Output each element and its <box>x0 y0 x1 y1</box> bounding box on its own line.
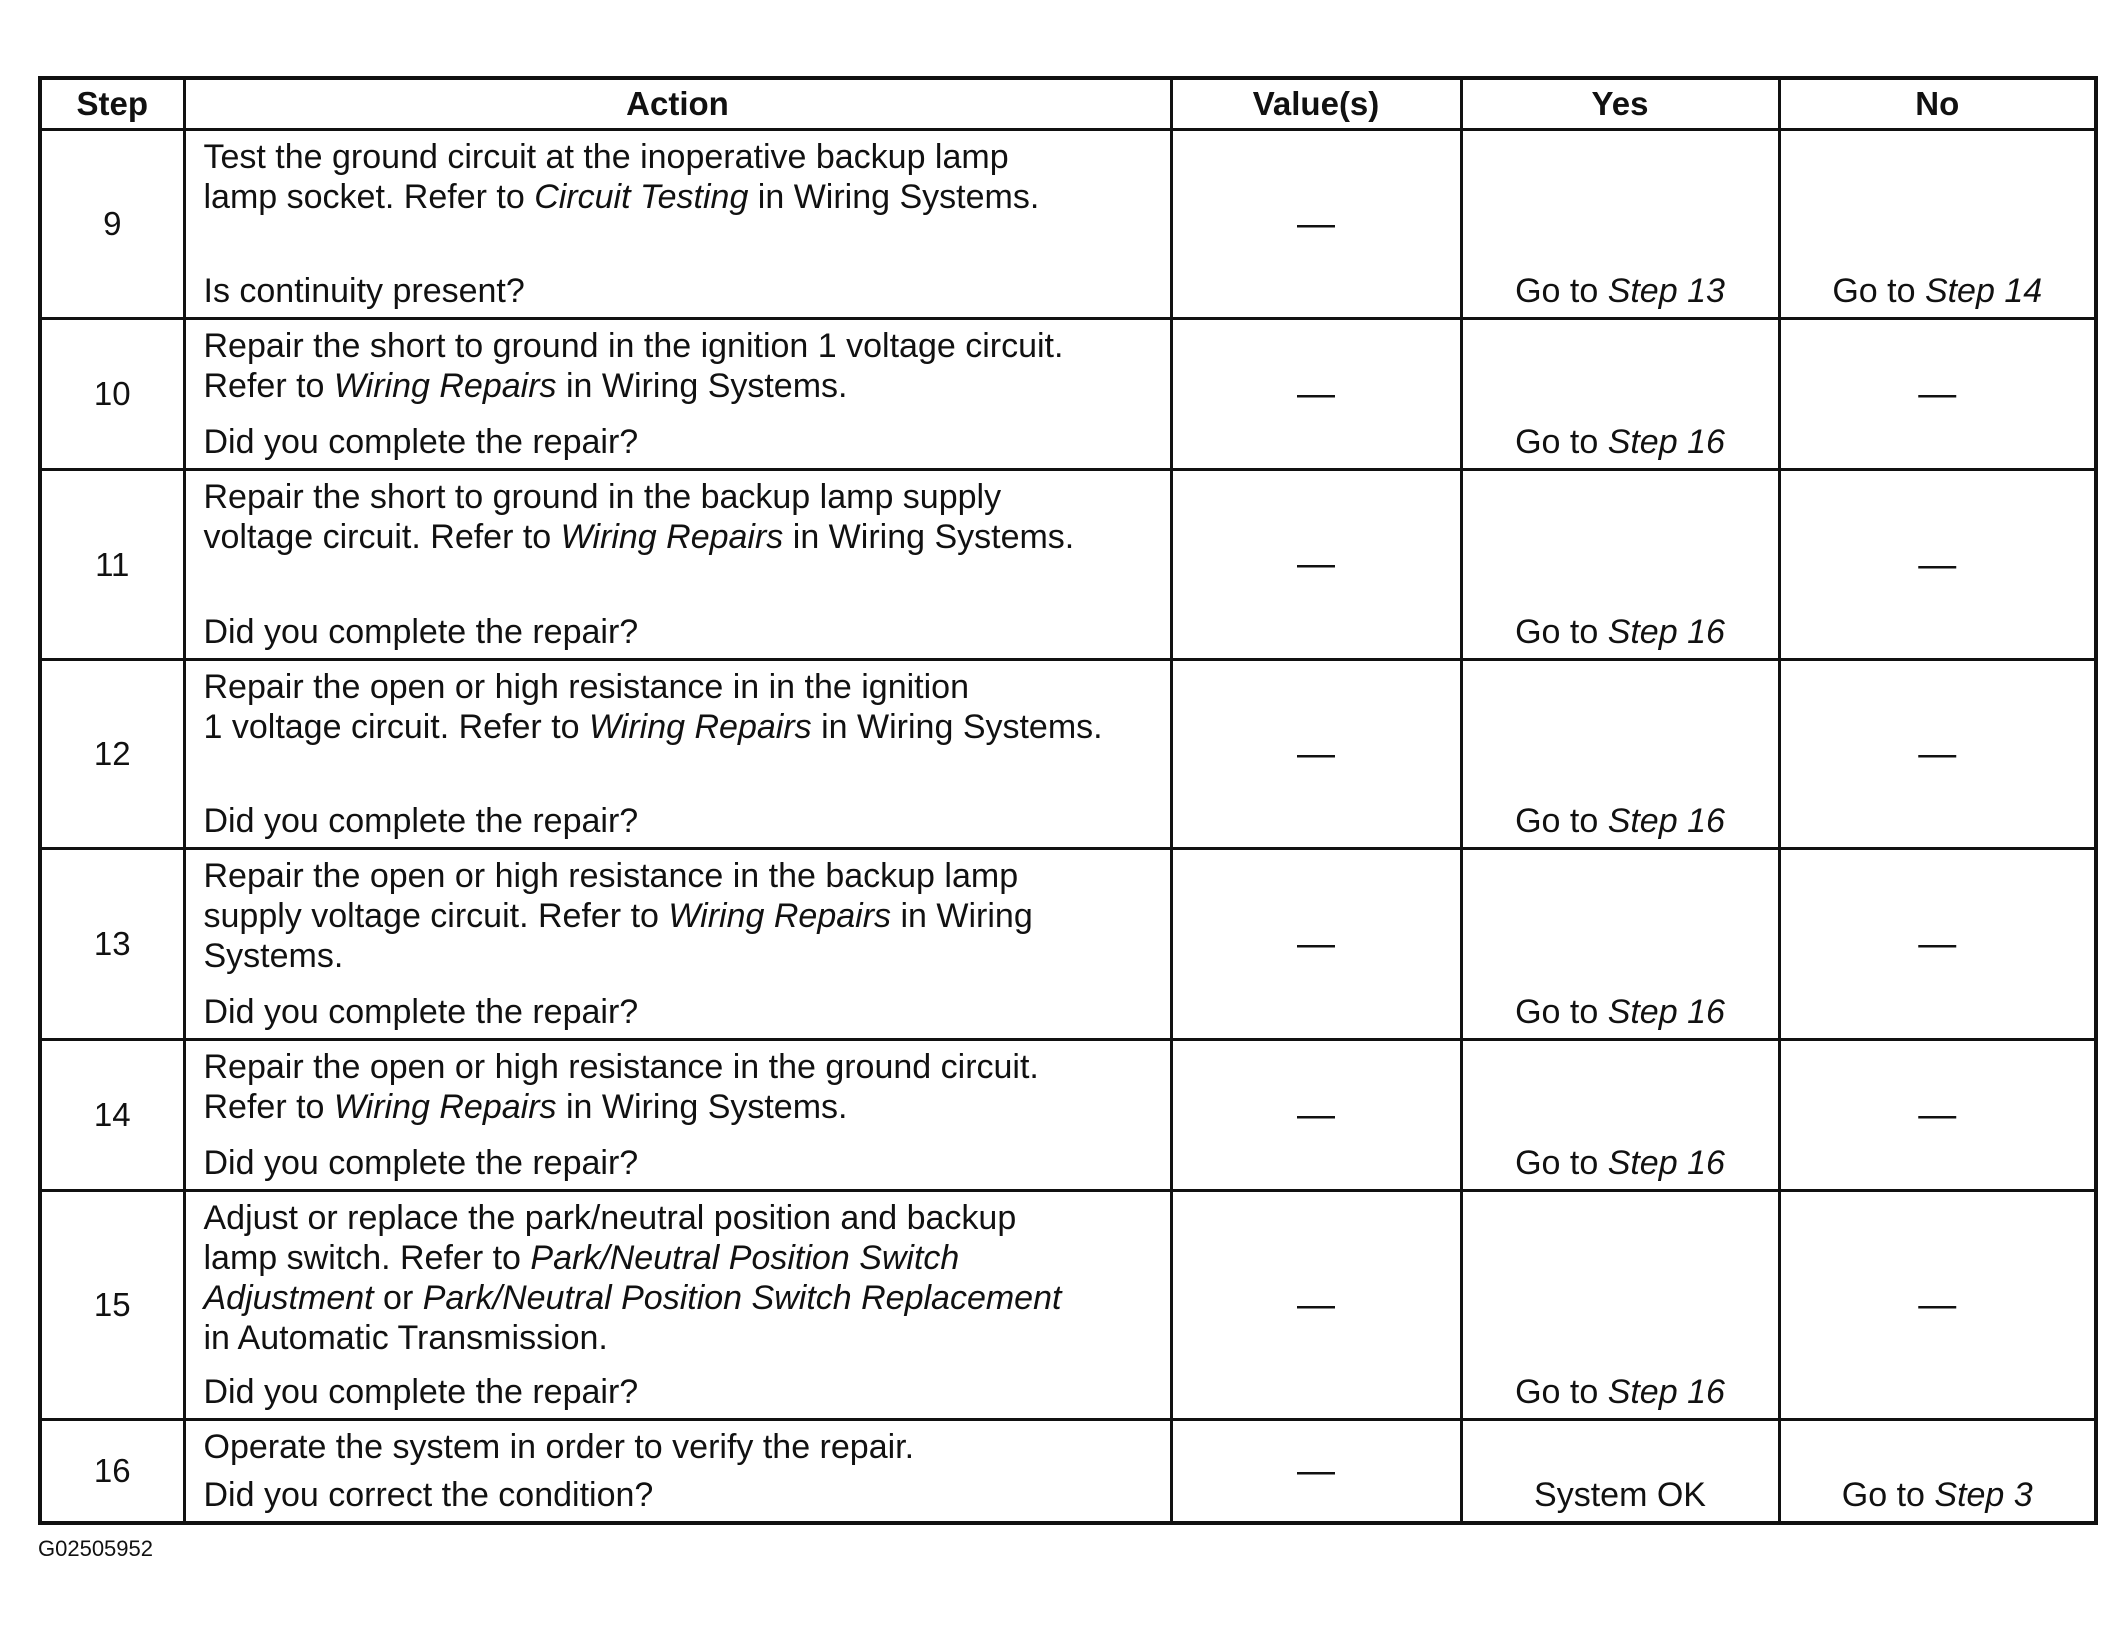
action-text-part: lamp socket. Refer to <box>203 178 535 216</box>
action-text-part: Repair the open or high resistance in the ground circuit. <box>203 1048 1039 1086</box>
action-text <box>204 326 1156 406</box>
action-text-part: or <box>373 1279 423 1317</box>
step-reference: Step 16 <box>1607 1373 1725 1411</box>
yes-content <box>1463 471 1778 658</box>
action-question: Did you complete the repair? <box>203 423 639 461</box>
header-values: Value(s) <box>1171 78 1461 130</box>
action-text-part: Repair the short to ground in the backup lamp supply <box>203 478 1002 516</box>
reference-text: Wiring Repairs <box>589 708 812 746</box>
action-cell <box>184 1040 1171 1191</box>
action-text <box>204 1047 1156 1127</box>
action-text-part: 1 voltage circuit. Refer to <box>203 708 590 746</box>
no-cell <box>1779 319 2096 470</box>
action-line <box>204 137 1156 177</box>
yes-cell <box>1461 1191 1779 1420</box>
action-line <box>204 1198 1156 1238</box>
yes-content <box>1463 1041 1778 1189</box>
action-question: Is continuity present? <box>203 272 525 310</box>
action-content <box>186 131 1170 317</box>
action-text <box>204 856 1156 976</box>
yes-cell <box>1461 470 1779 660</box>
yes-cell <box>1461 130 1779 319</box>
yes-result <box>1515 271 1725 311</box>
action-text-part: Refer to <box>203 367 334 405</box>
yes-result <box>1515 992 1725 1032</box>
no-content <box>1781 471 2095 658</box>
step-reference: Step 16 <box>1607 1144 1725 1182</box>
header-no: No <box>1779 78 2096 130</box>
action-text-part: in Wiring Systems. <box>556 1088 848 1126</box>
action-text-part: in Wiring Systems. <box>748 178 1040 216</box>
action-text <box>204 1427 1156 1467</box>
action-text <box>204 1198 1156 1358</box>
action-line <box>204 177 1156 217</box>
yes-content <box>1463 850 1778 1038</box>
yes-cell <box>1461 1040 1779 1191</box>
no-result <box>1832 271 2042 311</box>
yes-result <box>1515 1372 1725 1412</box>
no-cell <box>1779 849 2096 1040</box>
no-cell <box>1779 1040 2096 1191</box>
step-number: 12 <box>40 660 184 849</box>
action-question: Did you complete the repair? <box>203 613 639 651</box>
no-result: — <box>1918 1094 1957 1136</box>
action-content <box>186 661 1170 847</box>
action-line <box>204 1087 1156 1127</box>
action-cell <box>184 319 1171 470</box>
action-content <box>186 850 1170 1038</box>
yes-cell <box>1461 319 1779 470</box>
no-content <box>1781 1041 2095 1189</box>
no-result <box>1842 1475 2033 1515</box>
action-question: Did you complete the repair? <box>203 802 639 840</box>
step-reference: Step 16 <box>1607 613 1725 651</box>
step-number: 9 <box>40 130 184 319</box>
goto-text: Go to <box>1515 802 1608 840</box>
step-number: 15 <box>40 1191 184 1420</box>
goto-text: Go to <box>1515 1144 1608 1182</box>
action-text-part: supply voltage circuit. Refer to <box>203 897 669 935</box>
yes-result <box>1515 1143 1725 1183</box>
table-body <box>40 130 2096 1524</box>
action-text-part: Refer to <box>203 1088 334 1126</box>
value-cell: — <box>1171 1191 1461 1420</box>
table-row <box>40 130 2096 319</box>
action-question: Did you correct the condition? <box>203 1476 654 1514</box>
action-question: Did you complete the repair? <box>203 1373 639 1411</box>
yes-content <box>1463 320 1778 468</box>
no-content <box>1781 661 2095 847</box>
value-cell: — <box>1171 1420 1461 1524</box>
step-reference: Step 3 <box>1934 1476 2033 1514</box>
no-content <box>1781 1192 2095 1418</box>
action-line <box>204 896 1156 936</box>
figure-id: G02505952 <box>38 1536 153 1561</box>
yes-cell <box>1461 660 1779 849</box>
action-content <box>186 471 1170 658</box>
action-text <box>204 137 1156 217</box>
no-result: — <box>1918 733 1957 775</box>
action-question: Did you complete the repair? <box>203 1144 639 1182</box>
step-number: 10 <box>40 319 184 470</box>
action-line <box>204 477 1156 517</box>
no-result: — <box>1918 1284 1957 1326</box>
action-text-part: Systems. <box>203 937 344 975</box>
no-cell <box>1779 1191 2096 1420</box>
table-row <box>40 849 2096 1040</box>
action-text-part: Repair the open or high resistance in in the ignition <box>203 668 969 706</box>
action-content <box>186 1421 1170 1521</box>
action-content <box>186 1041 1170 1189</box>
no-cell <box>1779 660 2096 849</box>
yes-result: System OK <box>1534 1476 1706 1514</box>
no-cell <box>1779 470 2096 660</box>
action-text <box>204 667 1156 747</box>
diagnostic-table <box>38 76 2098 1525</box>
action-text-part: in Wiring Systems. <box>556 367 848 405</box>
no-result: — <box>1918 923 1957 965</box>
yes-cell <box>1461 849 1779 1040</box>
goto-text: Go to <box>1515 993 1608 1031</box>
step-reference: Step 16 <box>1607 423 1725 461</box>
yes-content <box>1463 1192 1778 1418</box>
action-line <box>204 1427 1156 1467</box>
action-text-part: Test the ground circuit at the inoperative backup lamp <box>203 138 1009 176</box>
action-line <box>204 936 1156 976</box>
yes-content <box>1463 1421 1778 1521</box>
step-reference: Step 16 <box>1607 802 1725 840</box>
action-text-part: in Wiring <box>891 897 1033 935</box>
action-text-part: Operate the system in order to verify the repair. <box>203 1428 915 1466</box>
action-question: Did you complete the repair? <box>203 993 639 1031</box>
table-row <box>40 1420 2096 1524</box>
no-content <box>1781 320 2095 468</box>
action-content <box>186 320 1170 468</box>
action-cell <box>184 470 1171 660</box>
action-line <box>204 1238 1156 1278</box>
table-row <box>40 1191 2096 1420</box>
goto-text: Go to <box>1841 1476 1935 1514</box>
step-reference: Step 16 <box>1607 993 1725 1031</box>
value-cell: — <box>1171 660 1461 849</box>
step-number: 13 <box>40 849 184 1040</box>
header-yes: Yes <box>1461 78 1779 130</box>
reference-text: Park/Neutral Position Switch <box>530 1239 960 1277</box>
step-reference: Step 14 <box>1924 272 2043 310</box>
table-row <box>40 1040 2096 1191</box>
action-text-part: voltage circuit. Refer to <box>203 518 561 556</box>
yes-result <box>1515 422 1725 462</box>
reference-text: Circuit Testing <box>534 178 749 216</box>
action-line <box>204 1278 1156 1318</box>
action-text-part: lamp switch. Refer to <box>203 1239 531 1277</box>
action-line <box>204 1318 1156 1358</box>
step-number: 14 <box>40 1040 184 1191</box>
table-row <box>40 319 2096 470</box>
action-text-part: Repair the open or high resistance in the backup lamp <box>203 857 1019 895</box>
action-line <box>204 667 1156 707</box>
action-text-part: Repair the short to ground in the ignition 1 voltage circuit. <box>203 327 1064 365</box>
goto-text: Go to <box>1832 272 1925 310</box>
step-number: 11 <box>40 470 184 660</box>
reference-text: Park/Neutral Position Switch Replacement <box>422 1279 1062 1317</box>
value-cell: — <box>1171 849 1461 1040</box>
yes-content <box>1463 661 1778 847</box>
reference-text: Adjustment <box>203 1279 374 1317</box>
value-cell: — <box>1171 319 1461 470</box>
no-content <box>1781 850 2095 1038</box>
action-text <box>204 477 1156 557</box>
goto-text: Go to <box>1515 1373 1608 1411</box>
reference-text: Wiring Repairs <box>668 897 892 935</box>
yes-cell <box>1461 1420 1779 1524</box>
action-line <box>204 517 1156 557</box>
table-row <box>40 470 2096 660</box>
header-action: Action <box>184 78 1171 130</box>
action-cell <box>184 1420 1171 1524</box>
no-cell <box>1779 1420 2096 1524</box>
header-step: Step <box>40 78 184 130</box>
table-row <box>40 660 2096 849</box>
yes-result <box>1515 801 1725 841</box>
action-text-part: in Wiring Systems. <box>783 518 1075 556</box>
action-line <box>204 366 1156 406</box>
value-cell: — <box>1171 1040 1461 1191</box>
yes-content <box>1463 131 1778 317</box>
no-result: — <box>1918 543 1957 586</box>
action-line <box>204 856 1156 896</box>
action-line <box>204 326 1156 366</box>
value-cell: — <box>1171 130 1461 319</box>
goto-text: Go to <box>1515 423 1608 461</box>
step-reference: Step 13 <box>1607 272 1725 310</box>
goto-text: Go to <box>1515 613 1608 651</box>
action-text-part: Adjust or replace the park/neutral position and backup <box>203 1199 1017 1237</box>
table-header-row <box>40 78 2096 130</box>
action-cell <box>184 660 1171 849</box>
action-line <box>204 1047 1156 1087</box>
yes-result <box>1515 612 1725 652</box>
no-content <box>1781 131 2095 317</box>
action-text-part: in Wiring Systems. <box>811 708 1103 746</box>
no-content <box>1781 1421 2095 1521</box>
goto-text: Go to <box>1515 272 1608 310</box>
action-text-part: in Automatic Transmission. <box>203 1319 608 1357</box>
reference-text: Wiring Repairs <box>333 367 557 405</box>
action-cell <box>184 849 1171 1040</box>
action-content <box>186 1192 1170 1418</box>
no-cell <box>1779 130 2096 319</box>
reference-text: Wiring Repairs <box>333 1088 557 1126</box>
no-result: — <box>1918 373 1957 415</box>
reference-text: Wiring Repairs <box>560 518 784 556</box>
step-number: 16 <box>40 1420 184 1524</box>
value-cell: — <box>1171 470 1461 660</box>
action-line <box>204 707 1156 747</box>
action-cell <box>184 1191 1171 1420</box>
action-cell <box>184 130 1171 319</box>
